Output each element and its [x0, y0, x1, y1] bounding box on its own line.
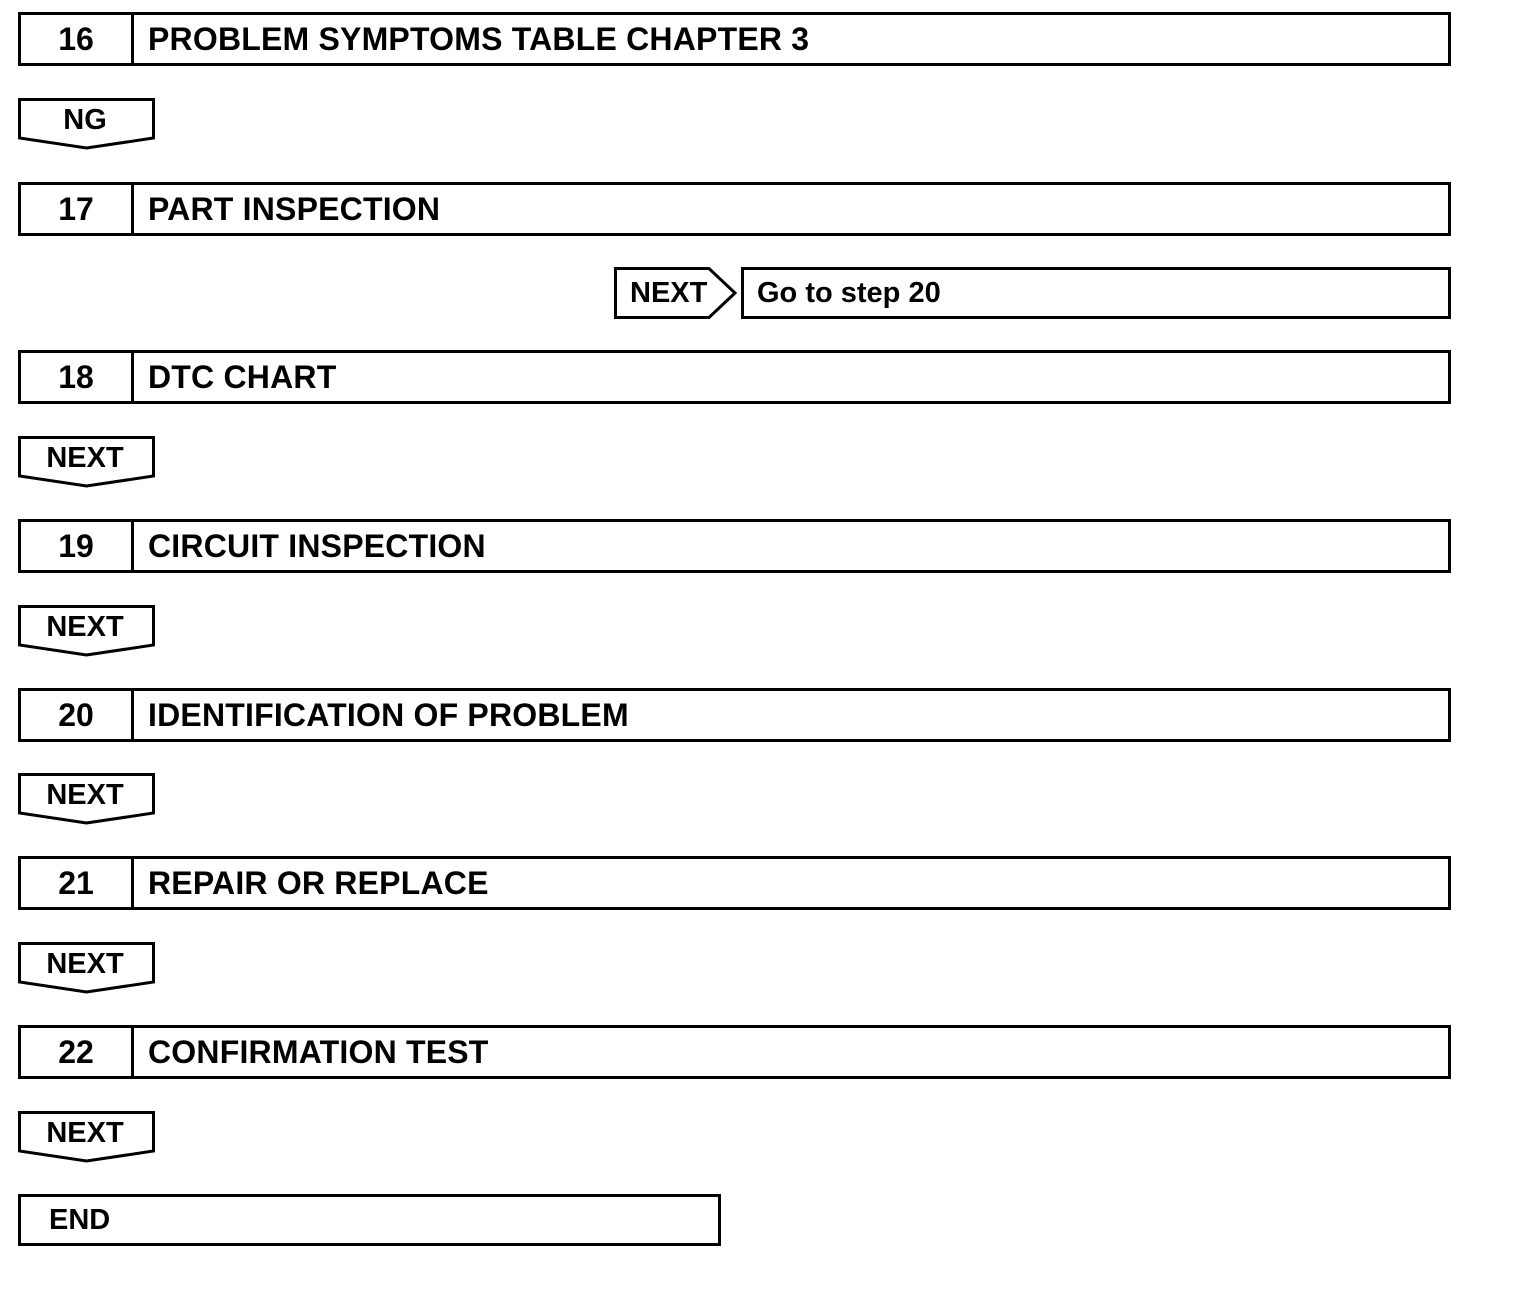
next-right-arrow-tag — [614, 267, 738, 319]
step-number: 16 — [21, 15, 134, 63]
step-title: IDENTIFICATION OF PROBLEM — [148, 696, 629, 733]
step-22-box — [18, 1025, 1451, 1079]
step-20-box — [18, 688, 1451, 742]
step-number: 18 — [21, 353, 134, 401]
step-19-box — [18, 519, 1451, 573]
transition-label: NEXT — [46, 779, 124, 811]
transition-label: NEXT — [46, 611, 124, 643]
step-number: 21 — [21, 859, 134, 907]
next-down-arrow-tag — [18, 436, 156, 488]
next-down-arrow-tag — [18, 942, 156, 994]
ng-down-arrow-tag — [18, 98, 156, 150]
transition-label: NG — [63, 104, 107, 136]
next-down-arrow-tag — [18, 605, 156, 657]
end-box: END — [18, 1194, 721, 1246]
step-title: PROBLEM SYMPTOMS TABLE CHAPTER 3 — [148, 20, 810, 57]
goto-step-box: Go to step 20 — [741, 267, 1451, 319]
step-title: CONFIRMATION TEST — [148, 1033, 489, 1070]
step-21-box — [18, 856, 1451, 910]
transition-label: NEXT — [46, 442, 124, 474]
step-title: REPAIR OR REPLACE — [148, 864, 489, 901]
step-18-box — [18, 350, 1451, 404]
step-number: 17 — [21, 185, 134, 233]
next-down-arrow-tag — [18, 1111, 156, 1163]
transition-label: NEXT — [46, 948, 124, 980]
step-title: PART INSPECTION — [148, 190, 441, 227]
transition-label: NEXT — [46, 1117, 124, 1149]
branch-label: NEXT — [630, 277, 708, 309]
step-number: 19 — [21, 522, 134, 570]
step-number: 20 — [21, 691, 134, 739]
step-16-box — [18, 12, 1451, 66]
step-title: CIRCUIT INSPECTION — [148, 527, 486, 564]
step-number: 22 — [21, 1028, 134, 1076]
next-down-arrow-tag — [18, 773, 156, 825]
step-title: DTC CHART — [148, 358, 337, 395]
step-17-box — [18, 182, 1451, 236]
